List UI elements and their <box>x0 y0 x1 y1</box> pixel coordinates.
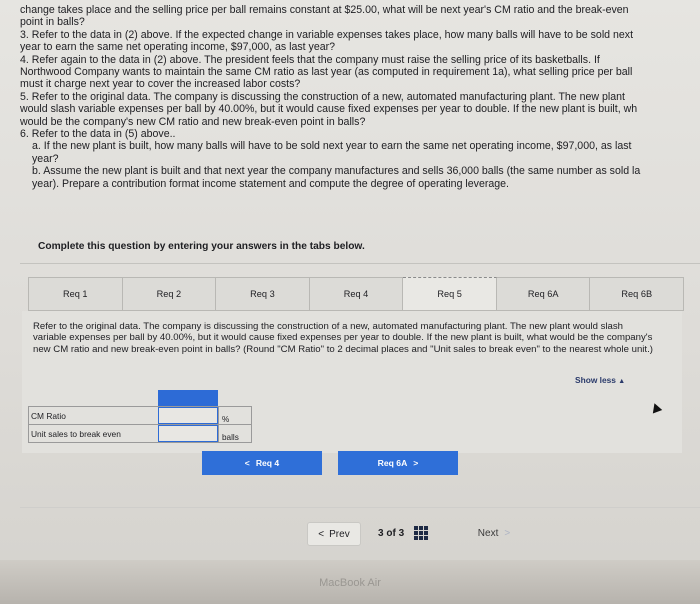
problem-line: change takes place and the selling price per ball remains constant at $25.00, what will be next year's CM ratio and the break-even <box>20 4 629 16</box>
page-current: 3 <box>378 527 384 539</box>
tab-req-4[interactable]: Req 4 <box>310 277 404 311</box>
tab-req-1[interactable]: Req 1 <box>28 277 123 311</box>
caret-up-icon: ▲ <box>618 378 626 385</box>
problem-line: would be the company's new CM ratio and new break-even point in balls? <box>20 115 366 128</box>
page-total: 3 <box>398 527 405 539</box>
tab-req-5[interactable]: Req 5 <box>403 277 497 311</box>
problem-line: point in balls? <box>20 16 85 29</box>
prev-label: Prev <box>329 528 350 540</box>
requirement-text: Refer to the original data. The company is discussing the construction of a new, automated manufacturing plant. The new plant would slash variable expenses per ball by 40.00%, but it would cause fixed expenses per year to double. If the new plant is built, what would be the company's new CM ratio and new break-even point in balls? (Round "CM Ratio" to 2 decimal places and "Unit sales to break even" to the nearest whole unit.) <box>33 321 653 355</box>
answer-header-bar <box>158 390 218 406</box>
problem-sub-line: year). Prepare a contribution format income statement and compute the degree of operating leverage. <box>32 177 509 190</box>
problem-line: 5. Refer to the original data. The company is discussing the construction of a new, automated manufacturing plant. The new plant <box>20 90 625 103</box>
table-row <box>28 406 252 425</box>
row-unit: balls <box>218 425 252 442</box>
chevron-left-icon: < <box>244 458 250 468</box>
answer-table <box>28 390 252 443</box>
problem-line: year to earn the same net operating income, $97,000, as last year? <box>20 41 336 54</box>
next-req-button[interactable] <box>338 451 458 475</box>
unit-sales-input[interactable] <box>158 425 218 442</box>
instruction-text: Complete this question by entering your answers in the tabs below. <box>38 241 365 252</box>
problem-line: 3. Refer to the data in (2) above. If the expected change in variable expenses takes place, how many balls will have to be sold next <box>20 28 634 41</box>
next-button[interactable] <box>466 522 522 544</box>
table-row <box>28 425 252 443</box>
problem-line: would slash variable expenses per ball by 40.00%, but it would cause fixed expenses per year to double. If the new plant is built, wh <box>20 103 638 116</box>
tab-req-6a[interactable]: Req 6A <box>497 277 591 311</box>
tab-req-3[interactable]: Req 3 <box>216 277 310 311</box>
chevron-left-icon: < <box>318 528 325 540</box>
problem-statement <box>20 4 700 190</box>
row-label: CM Ratio <box>28 407 158 424</box>
next-label: Next <box>477 527 499 539</box>
pager <box>378 526 428 540</box>
problem-sub-line: year? <box>32 152 59 165</box>
tab-req-2[interactable]: Req 2 <box>123 277 217 311</box>
problem-line: Northwood Company wants to maintain the same CM ratio as last year (as computed in requirement 1a), what selling price per ball <box>20 66 633 79</box>
chevron-right-icon: > <box>504 527 511 539</box>
next-req-label: Req 6A <box>377 458 408 468</box>
row-unit: % <box>218 407 252 424</box>
row-label: Unit sales to break even <box>28 425 158 442</box>
problem-sub-line: a. If the new plant is built, how many balls will have to be sold next year to earn the same net operating income, $97,000, as last <box>32 140 632 153</box>
show-less-label: Show less <box>575 375 616 385</box>
show-less-link[interactable] <box>575 375 625 385</box>
problem-line: must it charge next year to cover the increased labor costs? <box>20 78 301 91</box>
problem-sub-line: b. Assume the new plant is built and that next year the company manufactures and sells 36,000 balls (the same number as sold la <box>32 165 641 178</box>
problem-line: 6. Refer to the data in (5) above.. <box>20 128 176 141</box>
requirement-tabs <box>28 277 684 311</box>
divider <box>20 507 700 508</box>
prev-button[interactable] <box>307 522 361 546</box>
prev-req-button[interactable] <box>202 451 322 475</box>
prev-req-label: Req 4 <box>255 458 280 468</box>
answer-table-header <box>28 390 252 406</box>
page-of-label: of <box>386 527 396 539</box>
problem-line: 4. Refer again to the data in (2) above. The president feels that the company must raise the selling price of its basketballs. If <box>20 53 600 66</box>
tab-req-6b[interactable]: Req 6B <box>590 277 684 311</box>
page-indicator <box>378 528 404 539</box>
chevron-right-icon: > <box>413 458 419 468</box>
cm-ratio-input[interactable] <box>158 407 218 424</box>
divider <box>20 263 700 264</box>
grid-icon[interactable] <box>414 526 428 540</box>
bezel-logo: MacBook Air <box>319 577 381 589</box>
